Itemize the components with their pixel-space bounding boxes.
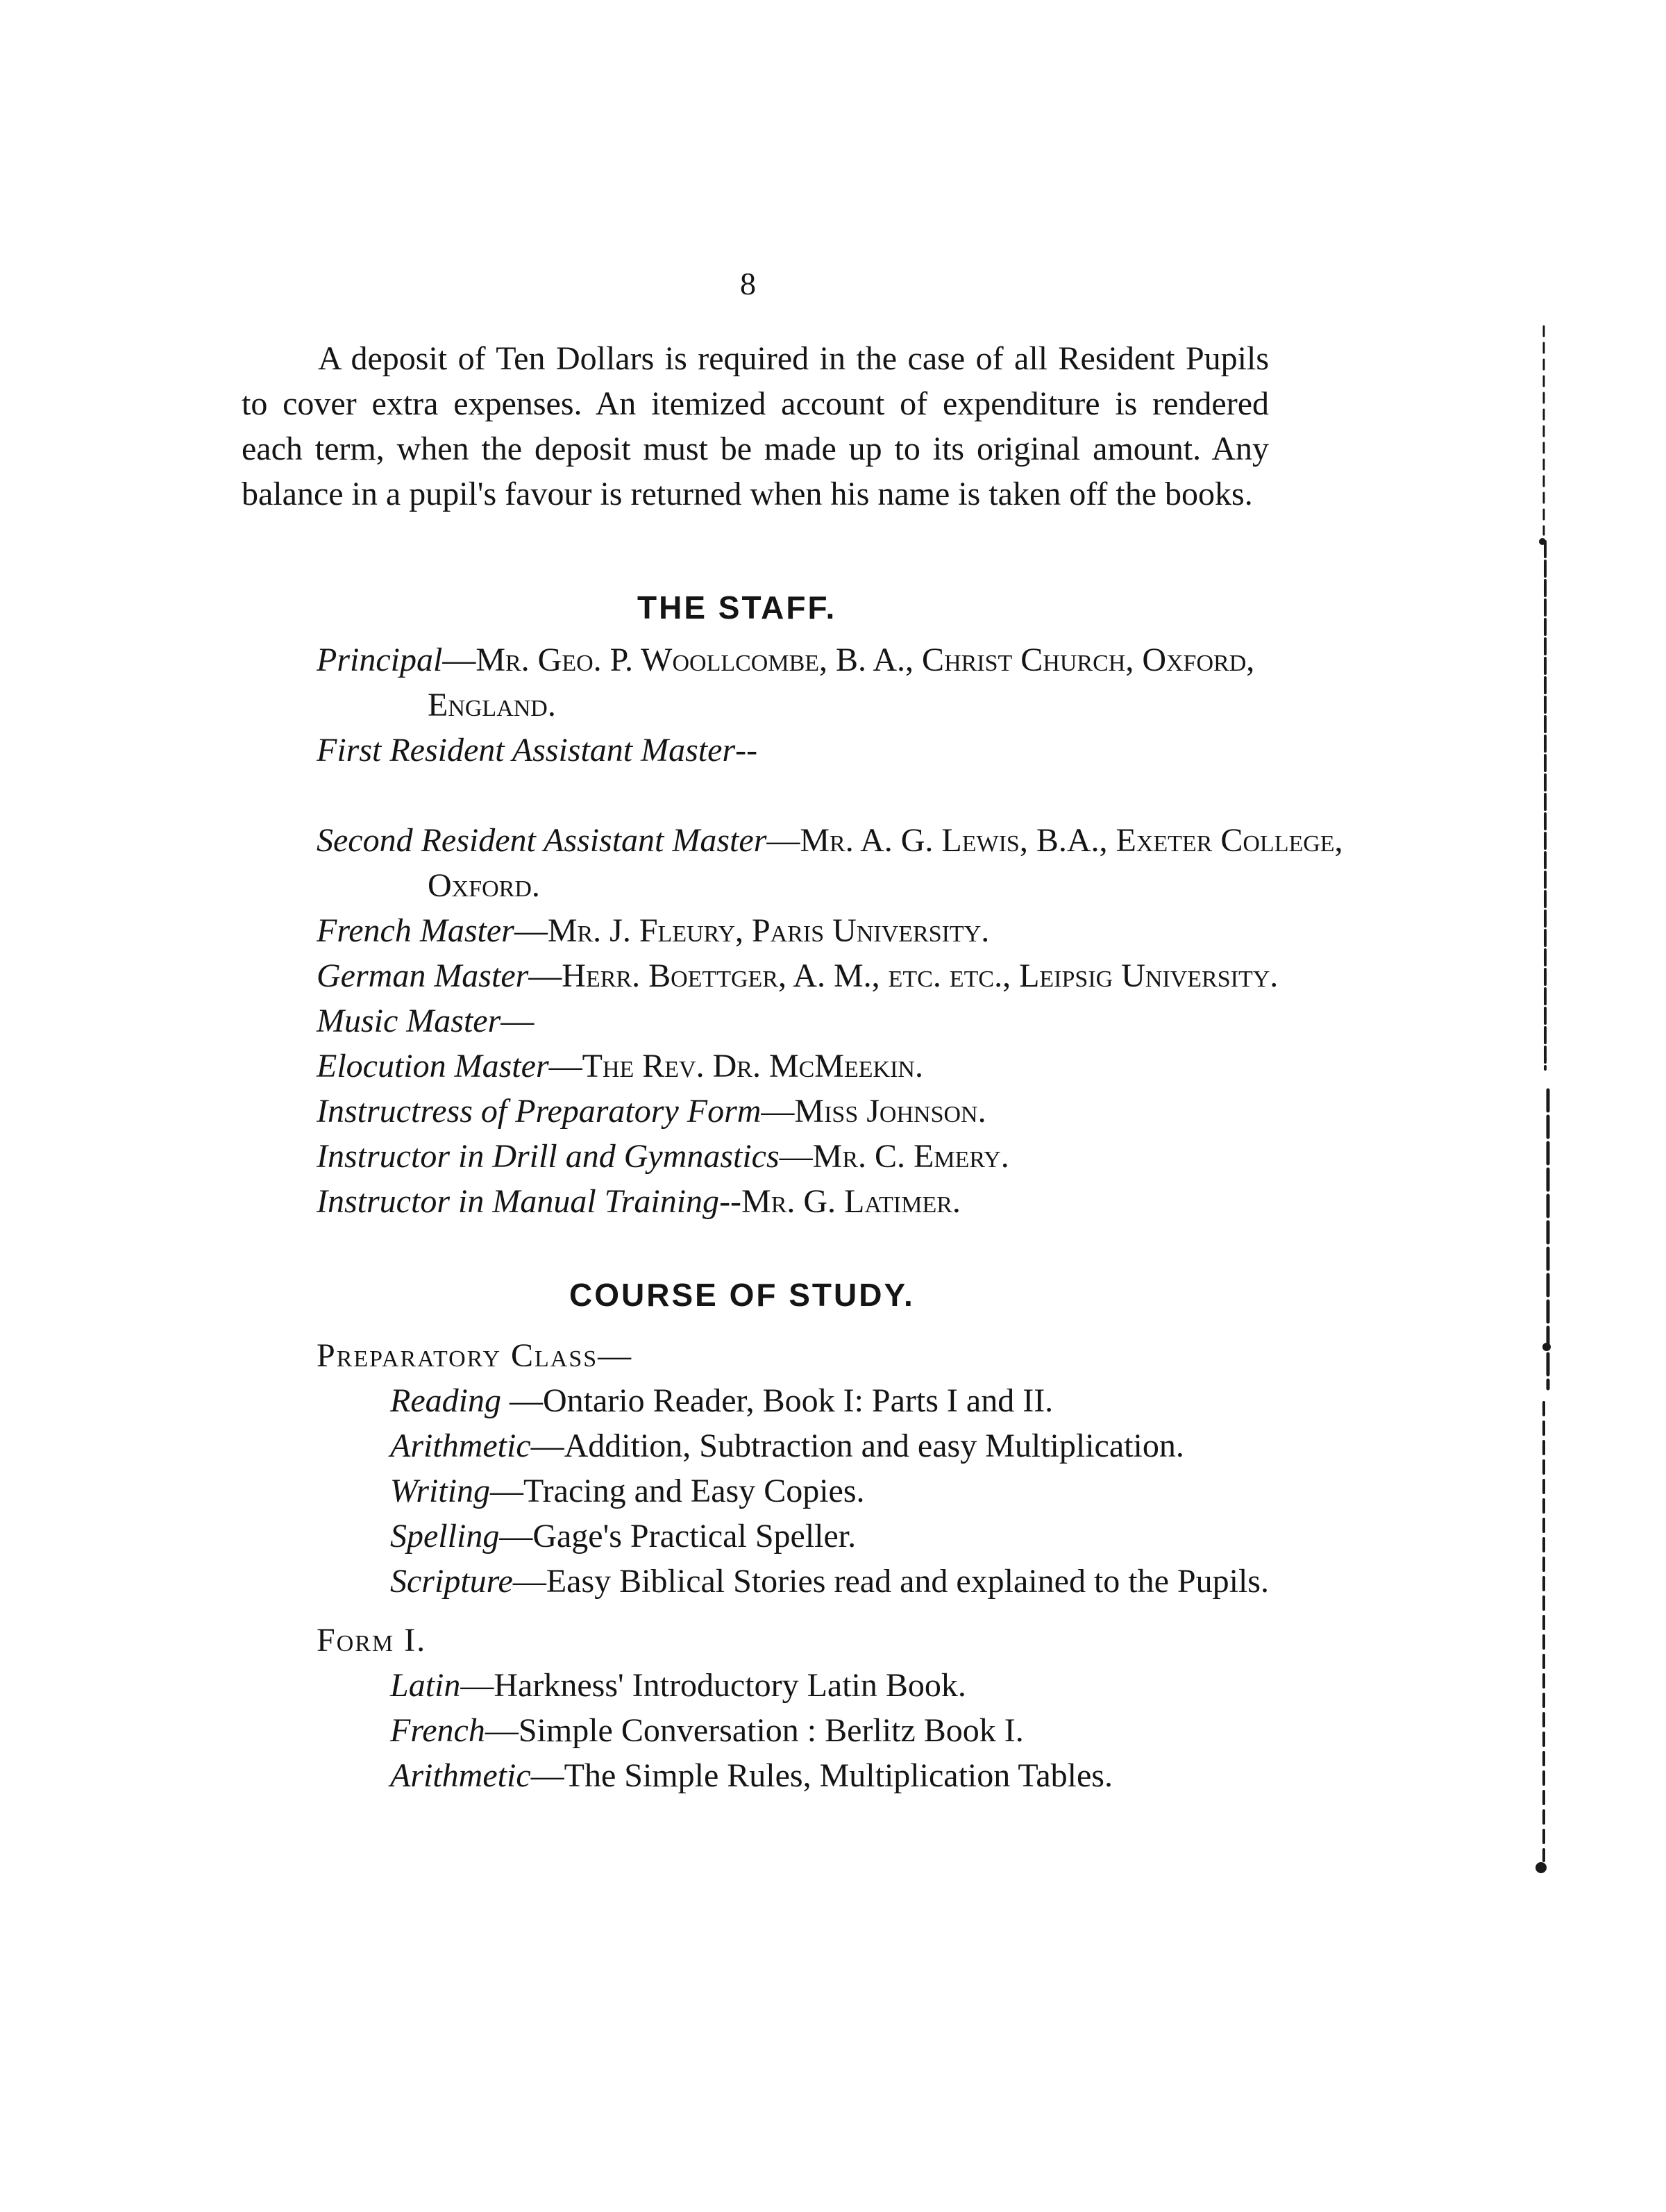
staff-role: Second Resident Assistant Master bbox=[317, 822, 767, 859]
staff-list bbox=[317, 637, 1380, 1224]
staff-entry-elocution-master bbox=[317, 1044, 1380, 1089]
staff-role: Instructor in Manual Training bbox=[317, 1183, 720, 1220]
staff-separator: — bbox=[766, 822, 800, 859]
subject-separator: — bbox=[499, 1518, 533, 1555]
subject-separator: — bbox=[530, 1427, 564, 1464]
staff-entry-german-master bbox=[317, 953, 1380, 998]
staff-entry-music-master bbox=[317, 998, 1380, 1044]
staff-role: Instructress of Preparatory Form bbox=[317, 1093, 762, 1130]
staff-role: Principal bbox=[317, 642, 443, 678]
subject-separator: — bbox=[500, 1382, 543, 1419]
staff-name: The Rev. Dr. McMeekin. bbox=[582, 1048, 923, 1084]
staff-entry-principal bbox=[317, 637, 1380, 728]
staff-entry-first-assistant bbox=[317, 728, 1380, 773]
staff-separator: — bbox=[528, 957, 562, 994]
staff-entry-french-master bbox=[317, 908, 1380, 953]
subject-text: Ontario Reader, Book I: Parts I and II. bbox=[542, 1382, 1054, 1419]
subject-text: Gage's Practical Speller. bbox=[532, 1518, 857, 1555]
subject-name: Latin bbox=[390, 1667, 461, 1704]
subject-name: Scripture bbox=[390, 1563, 513, 1600]
subject-separator: — bbox=[530, 1757, 564, 1794]
subject-arithmetic-form1 bbox=[317, 1753, 1591, 1798]
binding-edge-marks bbox=[1527, 305, 1569, 1902]
subject-name: French bbox=[390, 1712, 485, 1749]
subject-separator: — bbox=[460, 1667, 494, 1704]
subject-name: Spelling bbox=[390, 1518, 500, 1555]
staff-separator: -- bbox=[735, 732, 758, 769]
staff-role: French Master bbox=[317, 912, 514, 949]
subject-text: Harkness' Introductory Latin Book. bbox=[494, 1667, 966, 1704]
staff-name: Herr. Boettger, A. M., etc. etc., Leipsig University. bbox=[562, 957, 1279, 994]
staff-entry-drill-instructor bbox=[317, 1134, 1380, 1179]
subject-name: Writing bbox=[390, 1473, 491, 1509]
subject-text: The Simple Rules, Multiplication Tables. bbox=[564, 1757, 1113, 1794]
staff-heading: THE STAFF. bbox=[637, 589, 837, 626]
subject-text: Tracing and Easy Copies. bbox=[523, 1473, 865, 1509]
subject-scripture bbox=[317, 1559, 1591, 1604]
subject-separator: — bbox=[512, 1563, 546, 1600]
staff-separator: — bbox=[548, 1048, 582, 1084]
staff-role: German Master bbox=[317, 957, 529, 994]
subject-spelling bbox=[317, 1514, 1591, 1559]
subject-text: Easy Biblical Stories read and explained to the Pupils. bbox=[546, 1563, 1269, 1600]
subject-reading bbox=[317, 1378, 1591, 1423]
staff-role: First Resident Assistant Master bbox=[317, 732, 736, 769]
staff-separator: — bbox=[761, 1093, 795, 1130]
subject-name: Reading bbox=[390, 1382, 501, 1419]
staff-name: Mr. J. Fleury, Paris University. bbox=[547, 912, 990, 949]
course-heading: COURSE OF STUDY. bbox=[569, 1277, 915, 1313]
staff-name: Miss Johnson. bbox=[794, 1093, 986, 1130]
staff-name: Mr. Geo. P. Woollcombe, B. A., Christ Church, Oxford, England. bbox=[428, 642, 1255, 723]
intro-paragraph bbox=[242, 336, 1269, 517]
staff-entry-preparatory-instructress bbox=[317, 1089, 1380, 1134]
staff-separator: -- bbox=[719, 1183, 742, 1220]
staff-name: Mr. C. Emery. bbox=[812, 1138, 1009, 1175]
subject-french bbox=[317, 1708, 1591, 1753]
course-list bbox=[317, 1333, 1591, 1798]
subject-name: Arithmetic bbox=[390, 1757, 531, 1794]
staff-entry-manual-training-instructor bbox=[317, 1179, 1380, 1224]
staff-name: Mr. A. G. Lewis, B.A., Exeter College, Oxford. bbox=[428, 822, 1343, 904]
subject-writing bbox=[317, 1468, 1591, 1514]
preparatory-class-label: Preparatory Class— bbox=[317, 1337, 633, 1374]
staff-separator: — bbox=[442, 642, 476, 678]
page-number: 8 bbox=[740, 266, 756, 301]
subject-separator: — bbox=[490, 1473, 524, 1509]
staff-entry-second-assistant bbox=[317, 818, 1380, 908]
intro-text: A deposit of Ten Dollars is required in the case of all Resident Pupils to cover extra expenses. An itemized account of expenditure is rendered each term, when the deposit must be made up to its original amount. Any balance in a pupil's favour is returned when his name is taken off the books. bbox=[242, 340, 1269, 512]
subject-text: Simple Conversation : Berlitz Book I. bbox=[518, 1712, 1024, 1749]
subject-arithmetic bbox=[317, 1423, 1591, 1468]
staff-separator: — bbox=[500, 1003, 535, 1039]
staff-role: Elocution Master bbox=[317, 1048, 549, 1084]
staff-name: Mr. G. Latimer. bbox=[741, 1183, 961, 1220]
staff-role: Instructor in Drill and Gymnastics bbox=[317, 1138, 780, 1175]
blank-line bbox=[317, 773, 1380, 818]
subject-text: Addition, Subtraction and easy Multiplication. bbox=[564, 1427, 1184, 1464]
staff-separator: — bbox=[514, 912, 548, 949]
subject-latin bbox=[317, 1663, 1591, 1708]
subject-separator: — bbox=[485, 1712, 519, 1749]
form-one-label: Form I. bbox=[317, 1622, 427, 1659]
staff-role: Music Master bbox=[317, 1003, 501, 1039]
subject-name: Arithmetic bbox=[390, 1427, 531, 1464]
staff-separator: — bbox=[779, 1138, 813, 1175]
